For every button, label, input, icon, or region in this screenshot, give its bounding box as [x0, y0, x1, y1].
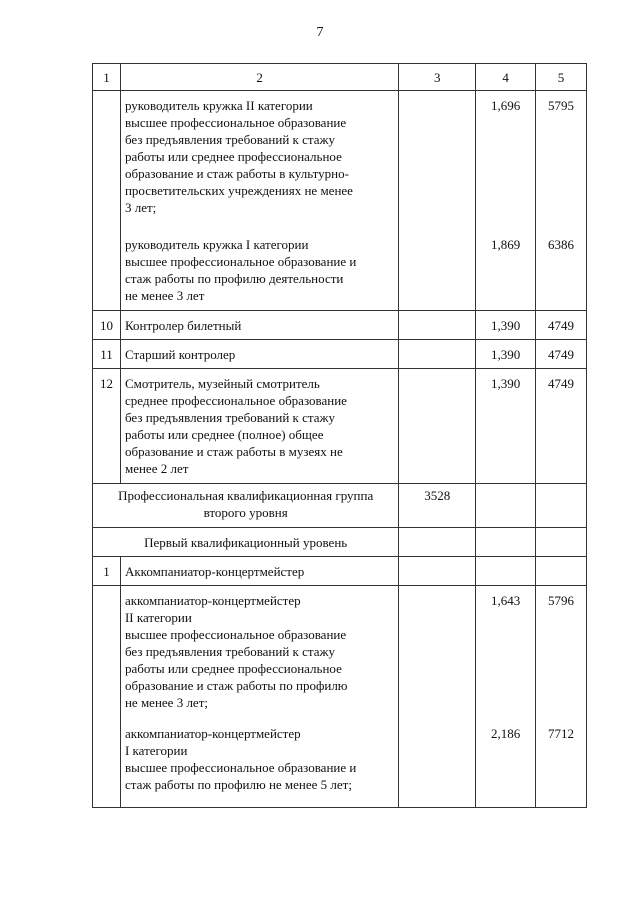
coefficient-value: 1,869	[490, 237, 521, 252]
row-number-cell	[93, 91, 121, 311]
coefficient-cell: 1,390	[476, 340, 536, 369]
header-col-3: 3	[399, 64, 476, 91]
row-number-cell: 12	[93, 369, 121, 484]
salary-cell	[536, 91, 587, 311]
base-salary-cell	[399, 311, 476, 340]
position-description-cell: Смотритель, музейный смотритель среднее профессиональное образование без предъявления требований к стажу работы или среднее (полное) общее образование и стаж работы в музеях не менее 2 лет	[120, 369, 398, 484]
coefficient-cell	[476, 557, 536, 586]
group-base-salary: 3528	[399, 484, 476, 528]
group-row	[93, 484, 587, 528]
qualification-group-title: Профессиональная квалификационная группа второго уровня	[93, 484, 399, 528]
header-col-5: 5	[536, 64, 587, 91]
spacer	[480, 114, 531, 236]
position-description-cell	[120, 91, 398, 311]
coefficient-cell	[476, 484, 536, 528]
table-row	[93, 311, 587, 340]
circle-leader-1st-category-text: руководитель кружка I категории высшее профессиональное образование и стаж работы по профилю деятельности не менее 3 лет	[124, 237, 357, 303]
position-description-cell	[120, 586, 398, 808]
salary-cell: 4749	[536, 311, 587, 340]
position-description-cell: Контролер билетный	[120, 311, 398, 340]
salary-cell	[536, 586, 587, 808]
spacer	[125, 711, 394, 725]
coefficient-cell	[476, 586, 536, 808]
header-col-2: 2	[120, 64, 398, 91]
position-description-cell: Старший контролер	[120, 340, 398, 369]
table-header-row	[93, 64, 587, 91]
base-salary-cell	[399, 528, 476, 557]
salary-cell: 4749	[536, 340, 587, 369]
qualification-level-title: Первый квалификационный уровень	[93, 528, 399, 557]
coefficient-value: 1,696	[490, 98, 521, 113]
row-number-cell: 1	[93, 557, 121, 586]
base-salary-cell	[399, 91, 476, 311]
row-number-cell	[93, 586, 121, 808]
salary-value: 5796	[548, 593, 575, 608]
coefficient-cell	[476, 528, 536, 557]
table-row	[93, 340, 587, 369]
salary-value: 6386	[548, 237, 575, 252]
coefficient-cell: 1,390	[476, 311, 536, 340]
circle-leader-2nd-category-text: руководитель кружка II категории высшее профессиональное образование без предъявления требований к стажу работы или среднее профессиональное образование и стаж работы в культурно- просветительских учреждениях не менее 3 лет;	[124, 98, 353, 215]
page-number: 7	[316, 25, 324, 40]
table-row	[93, 586, 587, 808]
salary-cell	[536, 484, 587, 528]
row-number-cell: 11	[93, 340, 121, 369]
coefficient-cell: 1,390	[476, 369, 536, 484]
spacer	[540, 114, 582, 236]
salary-value: 7712	[548, 726, 575, 741]
header-col-1: 1	[93, 64, 121, 91]
salary-table	[92, 63, 587, 808]
accompanist-1st-category-text: аккомпаниатор-концертмейстер I категории высшее профессиональное образование и стаж работы по профилю не менее 5 лет;	[124, 726, 357, 792]
salary-value: 5795	[548, 98, 575, 113]
table-row	[93, 369, 587, 484]
spacer	[540, 609, 582, 725]
spacer	[125, 216, 394, 236]
accompanist-2nd-category-text: аккомпаниатор-концертмейстер II категории высшее профессиональное образование без предъявления требований к стажу работы или среднее профессиональное образование и стаж работы по профилю не менее 3 лет;	[124, 593, 348, 710]
position-description-cell: Аккомпаниатор-концертмейстер	[120, 557, 398, 586]
level-row	[93, 528, 587, 557]
base-salary-cell	[399, 557, 476, 586]
coefficient-value: 2,186	[490, 726, 521, 741]
row-number-cell: 10	[93, 311, 121, 340]
header-col-4: 4	[476, 64, 536, 91]
coefficient-cell	[476, 91, 536, 311]
salary-cell: 4749	[536, 369, 587, 484]
base-salary-cell	[399, 340, 476, 369]
salary-cell	[536, 557, 587, 586]
spacer	[480, 609, 531, 725]
base-salary-cell	[399, 586, 476, 808]
table-row	[93, 91, 587, 311]
table-row	[93, 557, 587, 586]
salary-cell	[536, 528, 587, 557]
coefficient-value: 1,643	[490, 593, 521, 608]
base-salary-cell	[399, 369, 476, 484]
